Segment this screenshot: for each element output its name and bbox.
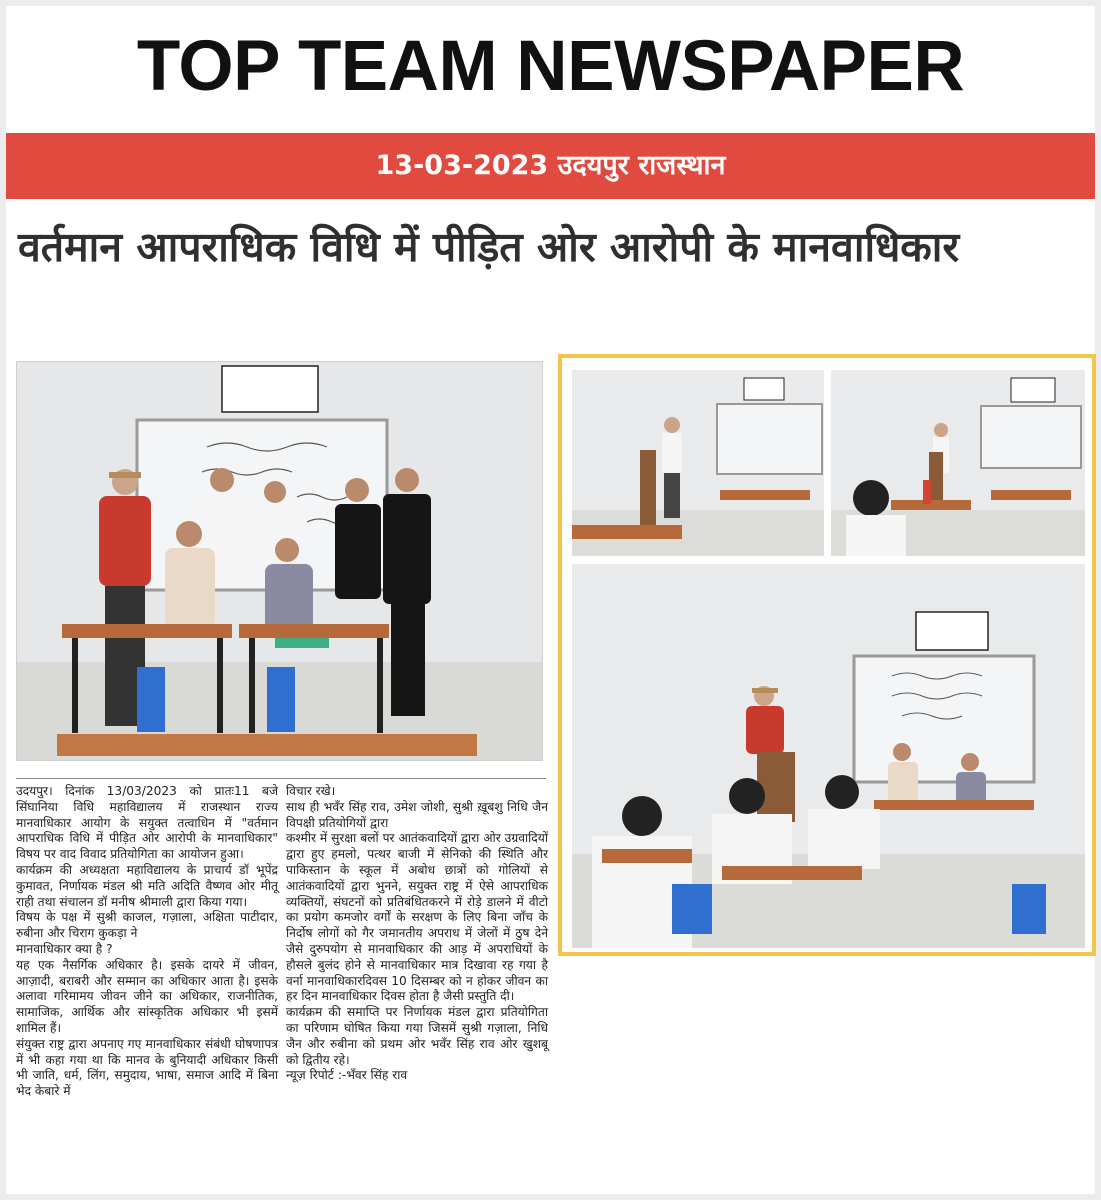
article-paragraph: साथ ही भवँर सिंह राव, उमेश जोशी, सुश्री ख़ूबशु निधि जैन विपक्षी प्रतियोगियों द्वारा (286, 799, 548, 830)
article-paragraph: विचार रखे। (286, 784, 336, 798)
gallery-photo-speaker (572, 370, 824, 556)
gallery-photo-audience (831, 370, 1085, 556)
article-headline: वर्तमान आपराधिक विधि में पीड़ित ओर आरोपी के मानवाधिकार (18, 223, 960, 271)
photo-gallery (558, 354, 1096, 956)
newspaper-masthead: TOP TEAM NEWSPAPER (136, 27, 965, 106)
article-column-1 (16, 784, 278, 1100)
article-byline: न्यूज़ रिपोर्ट :-भँवर सिंह राव (286, 1068, 408, 1083)
article-paragraph: कश्मीर में सुरक्षा बलों पर आतंकवादियों द्वारा ओर उग्रवादियों द्वारा हुए हमलो, पत्थर बाजी में सेनिको की स्थिति और पाकिस्तान के स्कूल में अबोध छात्रों को गोलियों से आतंकवादियों द्वारा भुनने, सयुक्त राष्ट्र में ऐसे आपराधिक व्यक्तियों, संघटनों को प्रतिबंधितकरने में रोड़े डालने में वीटो का प्रयोग कमजोर वर्गों के सरक्षण के लिए बिना जाँच के निर्दोष लोगों को गैर जमानतीय अपराध में जेलों में ठुष देने जैसे दुरुपयोग से मानवाधिकार की आड़ में अपराधियों के हौसले बुलंद होने से मानवाधिकार मात्र दिखावा रह गया है वर्ना मानवाधिकारदिवस 10 दिसम्बर को न होकर जीवन का हर दिन मानवाधिकार दिवस होता है जैसी प्रस्तुति दी। (286, 831, 548, 1004)
article-paragraph: उदयपुर। दिनांक 13/03/2023 को प्रातः11 बजे सिंघानिया विधि महाविद्यालय में राजस्थान राज्य मानवाधिकार आयोग के सयुक्त तत्वाधिन में "वर्तमान आपराधिक विधि में पीड़ित ओर आरोपी के मानवाधिकार" विषय पर वाद विवाद प्रतियोगिता का आयोजन हुआ। (16, 784, 278, 862)
article-paragraph: कार्यक्रम की अध्यक्षता महाविद्यालय के प्राचार्य डॉ भूपेंद्र कुमावत, निर्णायक मंडल श्री मति अदिति वैष्णव ओर मीतू राही तथा संचालन डॉ मनीष श्रीमाली द्वारा किया गया। (16, 862, 278, 909)
article-paragraph: यह एक नैसर्गिक अधिकार है। इसके दायरे में जीवन, आज़ादी, बराबरी और सम्मान का अधिकार आता है। इसके अलावा गरिमामय जीवन जीने का अधिकार, राजनीतिक, सामाजिक, आर्थिक और सांस्कृतिक अधिकार भी इसमें शामिल हैं। (16, 957, 278, 1035)
article-paragraph: संयुक्त राष्ट्र द्वारा अपनाए गए मानवाधिकार संबंधी घोषणापत्र में भी कहा गया था कि मानव के बुनियादी अधिकार किसी भी जाति, धर्म, लिंग, समुदाय, भाषा, समाज आदि में बिना भेद केबारे में (16, 1036, 278, 1099)
article-paragraph: कार्यक्रम की समाप्ति पर निर्णायक मंडल द्वारा प्रतियोगिता का परिणाम घोषित किया गया जिसमें सुश्री गज़ाला, निधि जैन और रुबीना को प्रथम ओर भवँर सिंह राव ओर खुशबू को द्वितीय रहे। (286, 1005, 548, 1067)
group-photo (16, 361, 543, 761)
gallery-photo-debate-hall (572, 564, 1085, 948)
article-subheading: मानवाधिकार क्या है ? (16, 941, 113, 956)
newspaper-page (6, 6, 1095, 1194)
date-location-band: 13-03-2023 उदयपुर राजस्थान (6, 133, 1095, 199)
column-rule (16, 778, 546, 779)
article-paragraph: विषय के पक्ष में सुश्री काजल, गज़ाला, अक्षिता पाटीदार, रुबीना और चिराग कुकड़ा ने (16, 910, 278, 941)
article-column-2 (286, 784, 548, 1084)
